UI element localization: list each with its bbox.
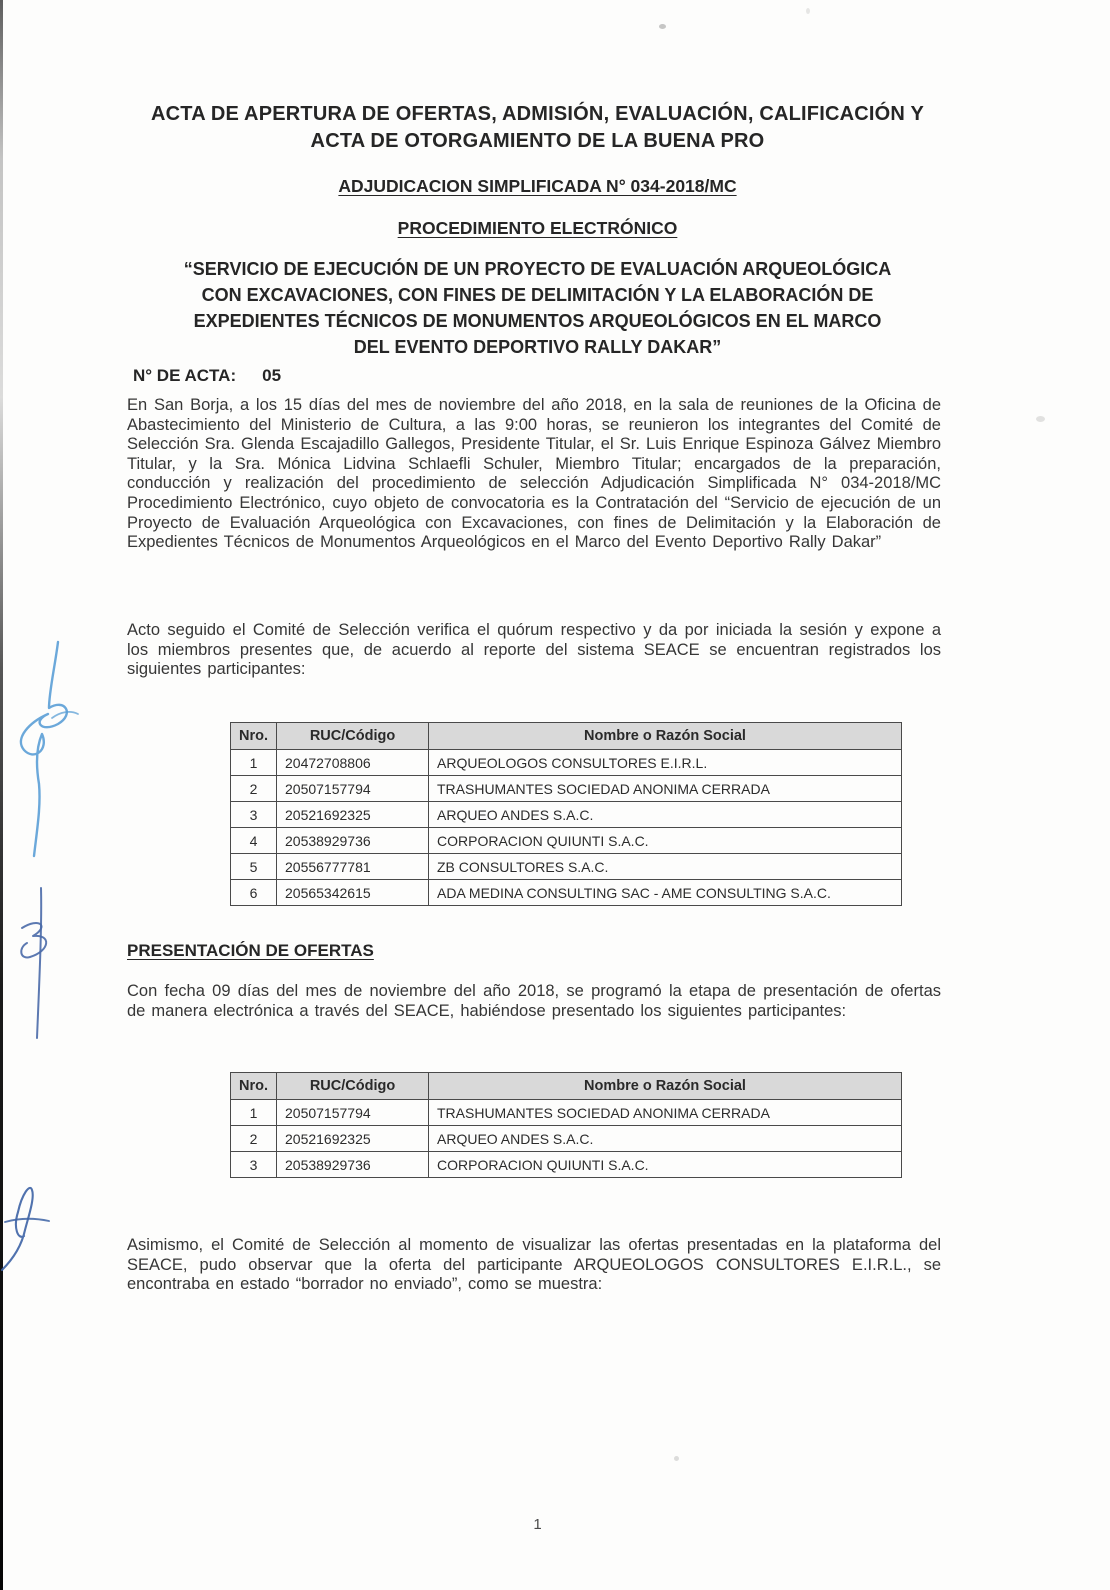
rubric-stroke <box>2 1188 33 1270</box>
cell-razon-social: ADA MEDINA CONSULTING SAC - AME CONSULTING S.A.C. <box>429 880 902 906</box>
table-row <box>231 1100 902 1126</box>
table-header-row <box>231 1073 902 1100</box>
column-header-nro: Nro. <box>231 1073 277 1100</box>
cell-nro: 2 <box>231 776 277 802</box>
handwritten-rubric-loop-icon <box>0 1178 60 1283</box>
cell-ruc: 20507157794 <box>277 1100 429 1126</box>
rubric-stroke <box>37 888 41 1038</box>
cell-razon-social: ARQUEO ANDES S.A.C. <box>429 1126 902 1152</box>
column-header-ruc: RUC/Código <box>277 723 429 750</box>
cell-razon-social: ARQUEO ANDES S.A.C. <box>429 802 902 828</box>
page-number: 1 <box>533 1516 542 1533</box>
table-row <box>231 880 902 906</box>
acta-number-value: 05 <box>262 366 282 385</box>
cell-nro: 5 <box>231 854 277 880</box>
scan-edge-line <box>0 0 3 1590</box>
document-title <box>115 101 960 155</box>
scan-speck <box>659 24 666 29</box>
document-title-line2: ACTA DE OTORGAMIENTO DE LA BUENA PRO <box>310 130 765 152</box>
section-heading-presentacion-de-ofertas: PRESENTACIÓN DE OFERTAS <box>127 941 374 960</box>
rubric-stroke <box>21 923 46 958</box>
table-row <box>231 1126 902 1152</box>
scan-speck <box>674 1456 679 1461</box>
paragraph-session-intro: En San Borja, a los 15 días del mes de noviembre del año 2018, en la sala de reuniones de la Oficina de Abastecimiento del Ministerio de Cultura, a las 9:00 horas, se reunieron los integrantes del Comité de Selección Sra. Glenda Escajadillo Gallegos, Presidente Titular, el Sr. Luis Enrique Espinoza Gálvez Miembro Titular, y la Sra. Mónica Lidvina Schlaefli Schuler, Miembro Titular; encargados de la preparación, conducción y realización del procedimiento de selección Adjudicación Simplificada N° 034-2018/MC Procedimiento Electrónico, cuyo objeto de convocatoria es la Contratación del “Servicio de ejecución de un Proyecto de Evaluación Arqueológica con Excavaciones, con fines de Delimitación y la Elaboración de Expedientes Técnicos de Monumentos Arqueológicos en el Marco del Evento Deportivo Rally Dakar” <box>127 396 941 552</box>
contract-subject-line: “SERVICIO DE EJECUCIÓN DE UN PROYECTO DE EVALUACIÓN ARQUEOLÓGICA <box>183 259 892 279</box>
cell-ruc: 20521692325 <box>277 802 429 828</box>
column-header-razon-social: Nombre o Razón Social <box>429 1073 902 1100</box>
table-row <box>231 1152 902 1178</box>
paragraph-quorum: Acto seguido el Comité de Selección verifica el quórum respectivo y da por iniciada la sesión y expone a los miembros presentes que, de acuerdo al reporte del sistema SEACE se encuentran registrados los siguientes participantes: <box>127 621 941 679</box>
table-row <box>231 750 902 776</box>
scan-speck <box>806 8 810 14</box>
paragraph-presentacion: Con fecha 09 días del mes de noviembre del año 2018, se programó la etapa de presentación de ofertas de manera electrónica a través del SEACE, habiéndose presentado los siguientes participantes: <box>127 982 941 1020</box>
handwritten-rubric-flourish-icon <box>8 634 108 869</box>
contract-subject-line: CON EXCAVACIONES, CON FINES DE DELIMITACIÓN Y LA ELABORACIÓN DE <box>201 285 874 305</box>
cell-ruc: 20538929736 <box>277 828 429 854</box>
cell-razon-social: CORPORACION QUIUNTI S.A.C. <box>429 828 902 854</box>
cell-ruc: 20472708806 <box>277 750 429 776</box>
cell-nro: 1 <box>231 750 277 776</box>
column-header-nro: Nro. <box>231 723 277 750</box>
cell-ruc: 20556777781 <box>277 854 429 880</box>
cell-razon-social: TRASHUMANTES SOCIEDAD ANONIMA CERRADA <box>429 1100 902 1126</box>
cell-nro: 1 <box>231 1100 277 1126</box>
acta-number-line <box>133 366 281 386</box>
table-row <box>231 802 902 828</box>
paragraph-borrador-no-enviado: Asimismo, el Comité de Selección al momento de visualizar las ofertas presentadas en la plataforma del SEACE, pudo observar que la oferta del participante ARQUEOLOGOS CONSULTORES E.I.R.L., se encontraba en estado “borrador no enviado”, como se muestra: <box>127 1236 941 1294</box>
rubric-stroke <box>21 642 67 856</box>
registered-participants-table <box>230 722 902 906</box>
contract-subject-line: EXPEDIENTES TÉCNICOS DE MONUMENTOS ARQUEOLÓGICOS EN EL MARCO <box>193 311 882 331</box>
cell-ruc: 20565342615 <box>277 880 429 906</box>
table-row <box>231 828 902 854</box>
cell-nro: 6 <box>231 880 277 906</box>
rubric-stroke <box>5 1219 49 1222</box>
offers-table <box>230 1072 902 1178</box>
registered-participants-table-wrap <box>230 722 902 906</box>
table-header-row <box>231 723 902 750</box>
table-row <box>231 854 902 880</box>
handwritten-rubric-initial-icon <box>12 884 67 1049</box>
cell-nro: 4 <box>231 828 277 854</box>
cell-razon-social: ARQUEOLOGOS CONSULTORES E.I.R.L. <box>429 750 902 776</box>
column-header-ruc: RUC/Código <box>277 1073 429 1100</box>
cell-razon-social: CORPORACION QUIUNTI S.A.C. <box>429 1152 902 1178</box>
cell-ruc: 20538929736 <box>277 1152 429 1178</box>
contract-subject-line: DEL EVENTO DEPORTIVO RALLY DAKAR” <box>353 337 722 357</box>
cell-razon-social: ZB CONSULTORES S.A.C. <box>429 854 902 880</box>
procurement-reference-heading: ADJUDICACION SIMPLIFICADA N° 034-2018/MC <box>338 176 737 196</box>
table-row <box>231 776 902 802</box>
procedure-type-heading: PROCEDIMIENTO ELECTRÓNICO <box>397 218 678 238</box>
cell-ruc: 20507157794 <box>277 776 429 802</box>
rubric-stroke <box>52 712 78 718</box>
cell-razon-social: TRASHUMANTES SOCIEDAD ANONIMA CERRADA <box>429 776 902 802</box>
cell-nro: 2 <box>231 1126 277 1152</box>
cell-nro: 3 <box>231 802 277 828</box>
acta-number-label: N° DE ACTA: <box>133 366 237 385</box>
document-title-line1: ACTA DE APERTURA DE OFERTAS, ADMISIÓN, EVALUACIÓN, CALIFICACIÓN Y <box>150 103 924 125</box>
column-header-razon-social: Nombre o Razón Social <box>429 723 902 750</box>
scan-speck <box>1036 416 1045 422</box>
cell-ruc: 20521692325 <box>277 1126 429 1152</box>
offers-table-wrap <box>230 1072 902 1178</box>
cell-nro: 3 <box>231 1152 277 1178</box>
contract-subject <box>115 256 960 360</box>
